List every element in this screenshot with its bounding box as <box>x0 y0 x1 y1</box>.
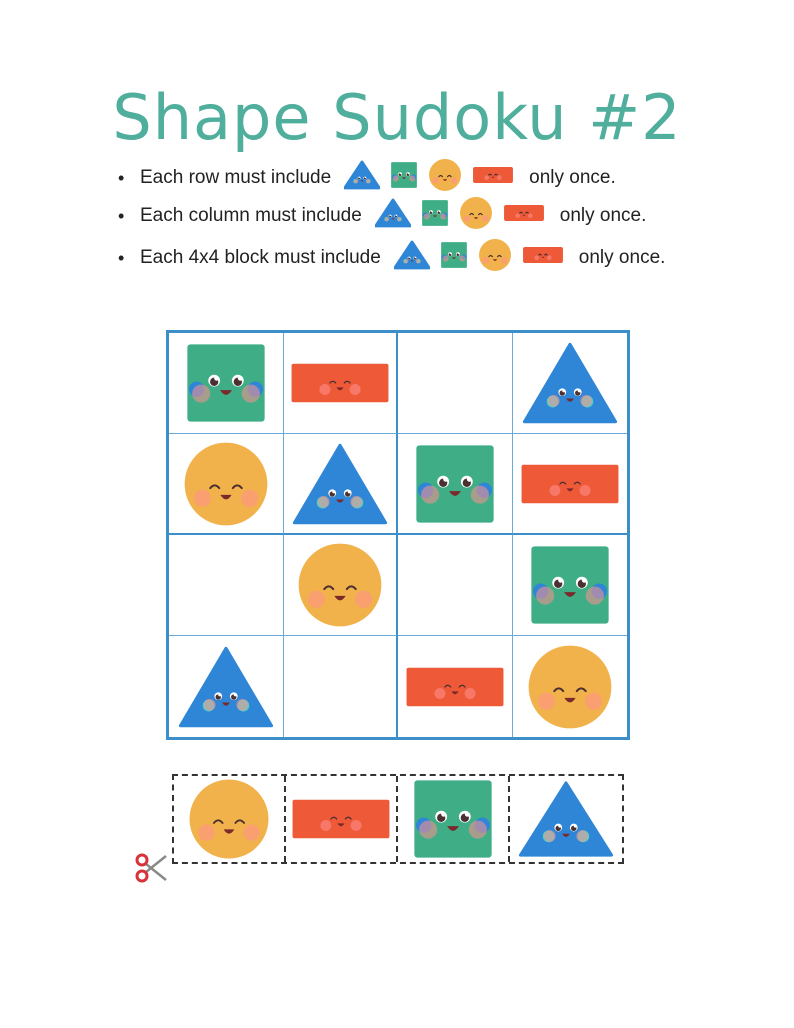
square-shape-icon <box>528 543 612 627</box>
circle-shape-icon <box>296 541 384 629</box>
circle-shape-icon <box>459 196 493 230</box>
grid-cell-circle <box>513 636 628 737</box>
grid-cell-empty[interactable] <box>284 636 399 737</box>
bullet: • <box>118 205 125 226</box>
grid-cell-rectangle <box>513 434 628 535</box>
sudoku-grid <box>166 330 630 740</box>
page-title: Shape Sudoku #2 <box>112 81 682 154</box>
circle-shape-icon <box>185 777 273 861</box>
rule-shapes <box>389 238 569 278</box>
triangle-shape-icon <box>394 240 430 270</box>
grid-cell-rectangle <box>284 333 399 434</box>
rule-text: Each row must include <box>140 167 332 188</box>
grid-cell-triangle <box>513 333 628 434</box>
square-shape-icon <box>411 777 495 861</box>
grid-cell-square <box>398 434 513 535</box>
triangle-shape-icon <box>522 338 618 428</box>
scissors-icon <box>134 850 170 886</box>
mini-circle-icon <box>428 158 462 198</box>
triangle-shape-icon <box>292 439 388 529</box>
rule-shapes <box>339 158 519 198</box>
mini-rectangle-icon <box>472 162 514 194</box>
grid-cell-empty[interactable] <box>398 333 513 434</box>
triangle-shape-icon <box>518 777 614 861</box>
mini-square-icon <box>421 199 449 233</box>
rectangle-shape-icon <box>519 453 621 515</box>
grid-cell-rectangle <box>398 636 513 737</box>
square-shape-icon <box>390 161 418 189</box>
square-shape-icon <box>413 442 497 526</box>
cutout-strip <box>172 774 624 864</box>
rectangle-shape-icon <box>290 788 392 850</box>
grid-cell-square <box>513 535 628 636</box>
grid-cell-empty[interactable] <box>398 535 513 636</box>
rule-text: Each 4x4 block must include <box>140 247 381 268</box>
rule-text: Each column must include <box>140 205 362 226</box>
mini-circle-icon <box>459 196 493 236</box>
rule-after-text: only once. <box>559 205 647 226</box>
cutout-piece-rectangle[interactable] <box>286 776 398 862</box>
square-shape-icon <box>184 341 268 425</box>
rule-row <box>118 160 616 196</box>
grid-cell-circle <box>284 535 399 636</box>
mini-triangle-icon <box>344 160 380 196</box>
rule-after-text: only once. <box>578 247 666 268</box>
rectangle-shape-icon <box>404 656 506 718</box>
grid-cell-empty[interactable] <box>169 535 284 636</box>
rule-column <box>118 198 646 234</box>
cutout-piece-triangle[interactable] <box>510 776 622 862</box>
circle-shape-icon <box>428 158 462 192</box>
mini-triangle-icon <box>394 240 430 276</box>
mini-triangle-icon <box>375 198 411 234</box>
mini-square-icon <box>440 241 468 275</box>
bullet: • <box>118 247 125 268</box>
circle-shape-icon <box>478 238 512 272</box>
mini-circle-icon <box>478 238 512 278</box>
rule-shapes <box>370 196 550 236</box>
mini-square-icon <box>390 161 418 195</box>
cutout-piece-circle[interactable] <box>174 776 286 862</box>
rule-block <box>118 240 665 276</box>
triangle-shape-icon <box>178 642 274 732</box>
mini-rectangle-icon <box>503 200 545 232</box>
bullet: • <box>118 167 125 188</box>
rectangle-shape-icon <box>503 200 545 226</box>
rectangle-shape-icon <box>472 162 514 188</box>
grid-cell-triangle <box>169 636 284 737</box>
square-shape-icon <box>440 241 468 269</box>
square-shape-icon <box>421 199 449 227</box>
grid-cell-triangle <box>284 434 399 535</box>
rule-after-text: only once. <box>529 167 616 188</box>
grid-cell-square <box>169 333 284 434</box>
cutout-piece-square[interactable] <box>398 776 510 862</box>
rectangle-shape-icon <box>522 242 564 268</box>
triangle-shape-icon <box>375 198 411 228</box>
rectangle-shape-icon <box>289 352 391 414</box>
circle-shape-icon <box>182 440 270 528</box>
circle-shape-icon <box>526 643 614 731</box>
mini-rectangle-icon <box>522 242 564 274</box>
triangle-shape-icon <box>344 160 380 190</box>
grid-cell-circle <box>169 434 284 535</box>
